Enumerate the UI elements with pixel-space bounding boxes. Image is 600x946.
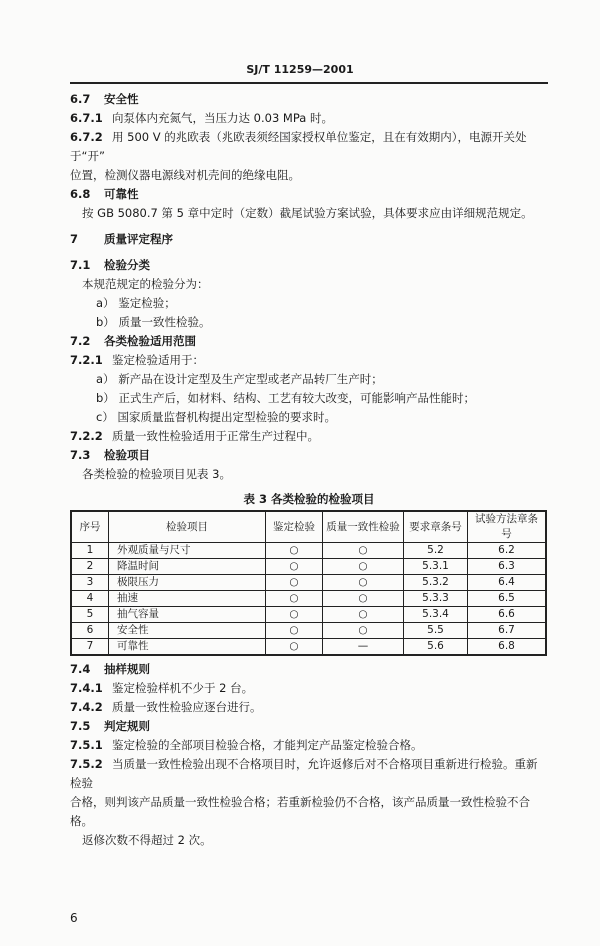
table-cell: 抽速 <box>109 591 266 607</box>
clause-heading: 安全性 <box>104 92 139 106</box>
clause-text: c） 国家质量监督机构提出定型检验的要求时。 <box>96 410 336 424</box>
text-line <box>70 90 548 109</box>
table-cell: 6.4 <box>468 575 547 591</box>
table-cell: 4 <box>71 591 109 607</box>
table-cell: 抽气容量 <box>109 607 266 623</box>
col-header: 试验方法章条号 <box>468 511 547 543</box>
text-line <box>70 128 548 166</box>
col-header: 要求章条号 <box>404 511 468 543</box>
clause-heading: 抽样规则 <box>104 662 150 676</box>
clause-text: a） 新产品在设计定型及生产定型或老产品转厂生产时； <box>96 372 383 386</box>
clause-number: 6.7 <box>70 92 91 106</box>
clause-heading: 质量评定程序 <box>104 232 173 246</box>
table-cell: ○ <box>266 623 323 639</box>
clause-text: 本规范规定的检验分为： <box>82 277 209 291</box>
standard-number-header: SJ/T 11259—2001 <box>246 63 354 76</box>
clause-text: 鉴定检验样机不少于 2 台。 <box>112 681 254 695</box>
text-line <box>70 698 548 717</box>
table-cell: 3 <box>71 575 109 591</box>
table-cell: 1 <box>71 543 109 559</box>
clause-number: 7.2.1 <box>70 353 103 367</box>
text-line <box>70 755 548 793</box>
clause-number: 7.1 <box>70 258 91 272</box>
inspection-items-table <box>70 510 547 656</box>
table-cell: 5.3.1 <box>404 559 468 575</box>
text-line <box>70 717 548 736</box>
text-line <box>70 256 548 275</box>
text-line <box>70 660 548 679</box>
table-cell: ○ <box>323 559 404 575</box>
clause-number: 6.7.2 <box>70 130 103 144</box>
table-cell: 5.3.2 <box>404 575 468 591</box>
table-cell: ○ <box>323 591 404 607</box>
table-row <box>71 575 546 591</box>
clause-number: 7.4 <box>70 662 91 676</box>
table-cell: 7 <box>71 639 109 656</box>
clause-number: 7 <box>70 232 79 246</box>
col-header: 鉴定检验 <box>266 511 323 543</box>
text-line <box>70 793 548 831</box>
table-cell: 6.5 <box>468 591 547 607</box>
table-cell: ○ <box>323 543 404 559</box>
clause-text: 鉴定检验的全部项目检验合格，才能判定产品鉴定检验合格。 <box>112 738 423 752</box>
table-cell: ○ <box>266 575 323 591</box>
text-line <box>70 313 548 332</box>
table-cell: 6.7 <box>468 623 547 639</box>
clause-number: 7.4.2 <box>70 700 103 714</box>
text-line <box>70 166 548 185</box>
table-cell: ○ <box>266 591 323 607</box>
text-line <box>70 736 548 755</box>
text-line <box>70 294 548 313</box>
table-cell: ○ <box>266 543 323 559</box>
clause-text: a） 鉴定检验； <box>96 296 176 310</box>
text-line <box>70 332 548 351</box>
text-line <box>70 351 548 370</box>
clause-number: 6.7.1 <box>70 111 103 125</box>
clause-text: 用 500 V 的兆欧表（兆欧表须经国家授权单位鉴定，且在有效期内），电源开关处于“开” <box>70 130 527 163</box>
table-cell: 6.6 <box>468 607 547 623</box>
clause-text: 位置，检测仪器电源线对机壳间的绝缘电阻。 <box>70 168 300 182</box>
table-cell: 5 <box>71 607 109 623</box>
table-cell: — <box>323 639 404 656</box>
clause-text: 当质量一致性检验出现不合格项目时，允许返修后对不合格项目重新进行检验。重新检验 <box>70 757 538 790</box>
text-line <box>70 446 548 465</box>
table-row <box>71 591 546 607</box>
clause-number: 7.2.2 <box>70 429 103 443</box>
table-cell: 可靠性 <box>109 639 266 656</box>
clause-text: 按 GB 5080.7 第 5 章中定时（定数）截尾试验方案试验，具体要求应由详细规范规定。 <box>82 206 533 220</box>
table-cell: 6.8 <box>468 639 547 656</box>
clause-heading: 检验分类 <box>104 258 150 272</box>
col-header: 质量一致性检验 <box>323 511 404 543</box>
text-line <box>70 370 548 389</box>
table-cell: 6.2 <box>468 543 547 559</box>
table-cell: 5.3.3 <box>404 591 468 607</box>
clause-text: 返修次数不得超过 2 次。 <box>82 833 212 847</box>
table-row <box>71 623 546 639</box>
text-line <box>70 427 548 446</box>
table-cell: 5.5 <box>404 623 468 639</box>
table-cell: ○ <box>323 623 404 639</box>
table-header-row <box>71 511 546 543</box>
clause-heading: 判定规则 <box>104 719 150 733</box>
table-row <box>71 543 546 559</box>
clause-text: 各类检验的检验项目见表 3。 <box>82 467 231 481</box>
table-cell: ○ <box>323 607 404 623</box>
text-line <box>70 831 548 850</box>
table-row <box>71 607 546 623</box>
clause-heading: 检验项目 <box>104 448 150 462</box>
clause-heading: 各类检验适用范围 <box>104 334 196 348</box>
text-line <box>70 389 548 408</box>
clause-text: 合格，则判该产品质量一致性检验合格；若重新检验仍不合格，该产品质量一致性检验不合格。 <box>70 795 530 828</box>
table-cell: 5.3.4 <box>404 607 468 623</box>
text-line <box>70 230 548 249</box>
table-cell: ○ <box>266 607 323 623</box>
table-cell: 6.3 <box>468 559 547 575</box>
text-line <box>70 109 548 128</box>
page-number: 6 <box>70 911 78 925</box>
table-cell: 安全性 <box>109 623 266 639</box>
clause-text: 质量一致性检验适用于正常生产过程中。 <box>112 429 319 443</box>
col-header: 序号 <box>71 511 109 543</box>
clause-number: 7.2 <box>70 334 91 348</box>
clause-text: b） 质量一致性检验。 <box>96 315 211 329</box>
text-line <box>70 408 548 427</box>
table-row <box>71 559 546 575</box>
clause-number: 7.5 <box>70 719 91 733</box>
table-cell: 极限压力 <box>109 575 266 591</box>
table-caption: 表 3 各类检验的检验项目 <box>243 492 375 506</box>
clause-text: 向泵体内充氮气，当压力达 0.03 MPa 时。 <box>112 111 333 125</box>
table-cell: 降温时间 <box>109 559 266 575</box>
text-line <box>70 465 548 484</box>
clause-number: 7.5.2 <box>70 757 103 771</box>
table-cell: 外观质量与尺寸 <box>109 543 266 559</box>
clause-number: 7.3 <box>70 448 91 462</box>
table-row <box>71 639 546 656</box>
clause-text: 质量一致性检验应逐台进行。 <box>112 700 262 714</box>
text-line <box>70 275 548 294</box>
text-line <box>70 679 548 698</box>
table-cell: ○ <box>266 559 323 575</box>
table-cell: ○ <box>266 639 323 656</box>
table-cell: 5.2 <box>404 543 468 559</box>
clause-number: 7.4.1 <box>70 681 103 695</box>
clause-number: 6.8 <box>70 187 91 201</box>
table-cell: 6 <box>71 623 109 639</box>
table-cell: 2 <box>71 559 109 575</box>
col-header: 检验项目 <box>109 511 266 543</box>
clause-number: 7.5.1 <box>70 738 103 752</box>
clause-text: 鉴定检验适用于： <box>112 353 204 367</box>
table-cell: ○ <box>323 575 404 591</box>
header-rule <box>70 82 548 84</box>
table-cell: 5.6 <box>404 639 468 656</box>
clause-text: b） 正式生产后，如材料、结构、工艺有较大改变，可能影响产品性能时； <box>96 391 475 405</box>
text-line <box>70 204 548 223</box>
text-line <box>70 185 548 204</box>
clause-heading: 可靠性 <box>104 187 139 201</box>
